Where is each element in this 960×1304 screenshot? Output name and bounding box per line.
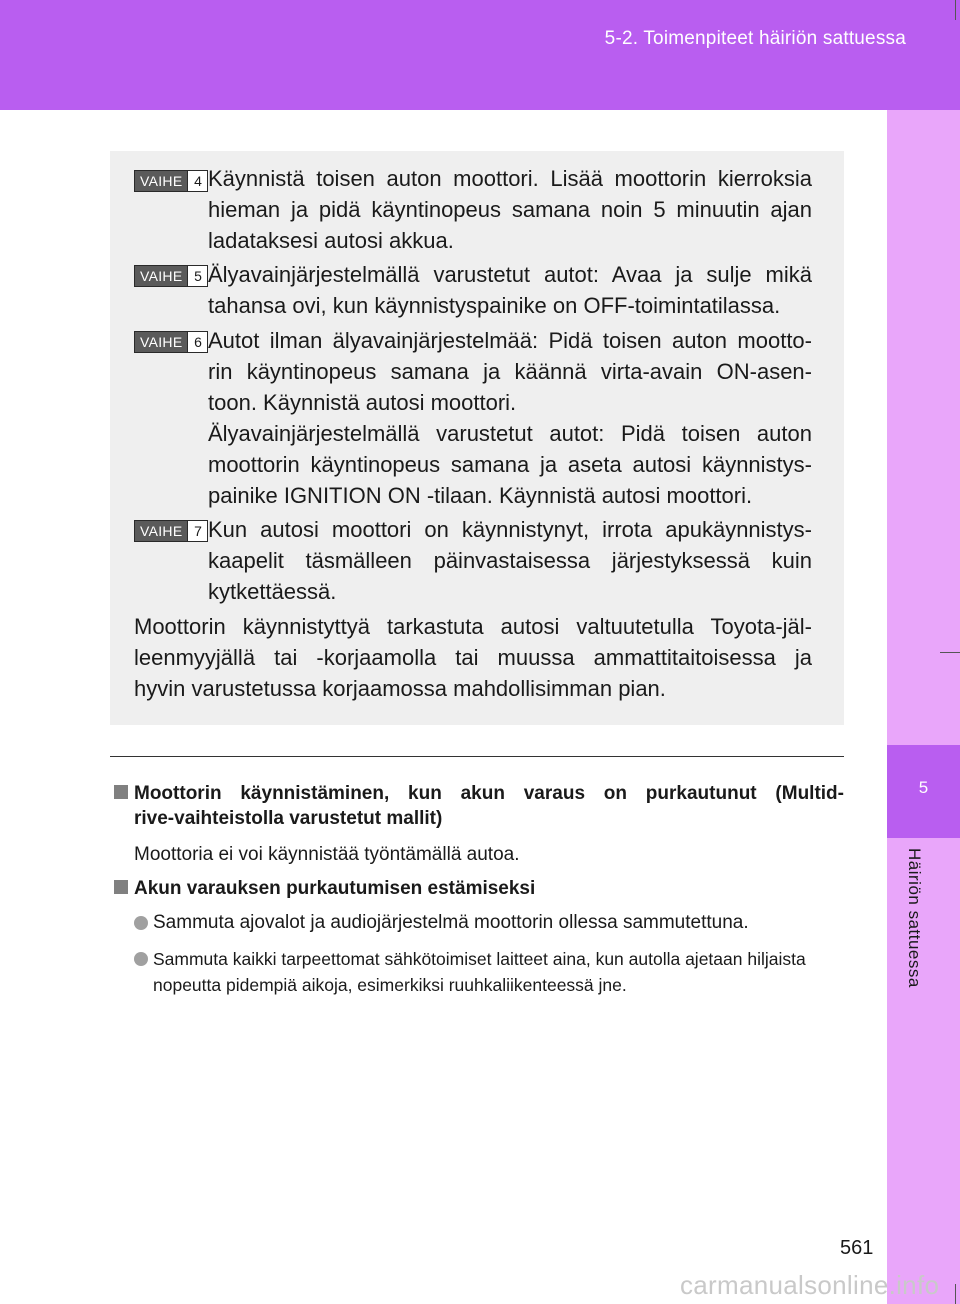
- step-badge-number: 4: [187, 171, 207, 191]
- step-text: [208, 163, 812, 256]
- circle-bullet-icon: [134, 916, 148, 930]
- step-line: painike IGNITION ON -tilaan. Käynnistä autosi moottori.: [208, 483, 753, 508]
- step-badge: [134, 170, 208, 192]
- step-badge-label: VAIHE: [135, 521, 187, 541]
- step-line: Kun autosi moottori on käynnistynyt, irrota apukäynnistys-: [208, 517, 812, 542]
- page-number: 561: [840, 1237, 874, 1259]
- crop-mark: [955, 1284, 956, 1304]
- watermark: carmanualsonline.info: [680, 1270, 940, 1300]
- step-line: Älyavainjärjestelmällä varustetut autot: Pidä toisen auton: [208, 421, 812, 446]
- crop-mark: [940, 652, 960, 653]
- square-bullet-icon: [114, 880, 128, 894]
- after-steps-paragraph: [134, 611, 812, 704]
- note-heading: [114, 781, 844, 831]
- step-line: tahansa ovi, kun käynnistyspainike on OFF-toimintatilassa.: [208, 293, 781, 318]
- note-heading-line: Akun varauksen purkautumisen estämiseksi: [114, 876, 844, 901]
- step-badge: [134, 331, 208, 353]
- step-line: ladataksesi autosi akkua.: [208, 228, 454, 253]
- paragraph-line: hyvin varustetussa korjaamossa mahdollisimman pian.: [134, 676, 666, 701]
- note-heading: [114, 876, 844, 901]
- step-badge-label: VAIHE: [135, 332, 187, 352]
- step-line: hieman ja pidä käyntinopeus samana noin 5 minuutin ajan: [208, 197, 812, 222]
- step-badge-number: 5: [187, 266, 207, 286]
- section-title: 5-2. Toimenpiteet häiriön sattuessa: [604, 28, 906, 49]
- bullet-item: Sammuta kaikki tarpeettomat sähkötoimiset laitteet aina, kun autolla ajetaan hiljaista nopeutta pidempiä aikoja, esimerkiksi ruuhkaliikenteessä jne.: [134, 946, 834, 998]
- step-line: Älyavainjärjestelmällä varustetut autot: Avaa ja sulje mikä: [208, 262, 812, 287]
- step-line: moottorin käyntinopeus samana ja aseta autosi käynnistys-: [208, 452, 812, 477]
- chapter-number: 5: [918, 778, 929, 797]
- note-heading-line: rive-vaihteistolla varustetut mallit): [134, 808, 443, 829]
- step-line: kaapelit täsmälleen päinvastaisessa järjestyksessä kuin: [208, 548, 812, 573]
- paragraph-line: leenmyyjällä tai -korjaamolla tai muussa ammattitaitoisessa ja: [134, 645, 812, 670]
- section-divider: [110, 756, 844, 757]
- paragraph-line: Moottorin käynnistyttyä tarkastuta autosi valtuutetulla Toyota-jäl-: [134, 614, 812, 639]
- step-badge: [134, 520, 208, 542]
- step-text: [208, 514, 812, 607]
- step-line: kytkettäessä.: [208, 579, 337, 604]
- step-line: rin käyntinopeus samana ja käännä virta-avain ON-asen-: [208, 359, 812, 384]
- step-badge-label: VAIHE: [135, 171, 187, 191]
- crop-mark: [955, 0, 956, 20]
- chapter-title: Häiriön sattuessa: [905, 848, 924, 988]
- header-band: [0, 0, 960, 110]
- chapter-side-tab: [887, 110, 960, 1304]
- step-text: [208, 259, 812, 321]
- step-badge-label: VAIHE: [135, 266, 187, 286]
- step-text: [208, 325, 812, 511]
- step-line: Käynnistä toisen auton moottori. Lisää moottorin kierroksia: [208, 166, 812, 191]
- step-badge-number: 6: [187, 332, 207, 352]
- square-bullet-icon: [114, 785, 128, 799]
- step-line: Autot ilman älyavainjärjestelmää: Pidä toisen auton mootto-: [208, 328, 812, 353]
- step-line: toon. Käynnistä autosi moottori.: [208, 390, 517, 415]
- bullet-item: Sammuta ajovalot ja audiojärjestelmä moottorin ollessa sammutettuna.: [134, 910, 834, 936]
- step-badge-number: 7: [187, 521, 207, 541]
- circle-bullet-icon: [134, 952, 148, 966]
- note-body: Moottoria ei voi käynnistää työntämällä autoa.: [134, 844, 520, 865]
- step-badge: [134, 265, 208, 287]
- note-heading-line: Moottorin käynnistäminen, kun akun varaus on purkautunut (Multid-: [114, 781, 844, 806]
